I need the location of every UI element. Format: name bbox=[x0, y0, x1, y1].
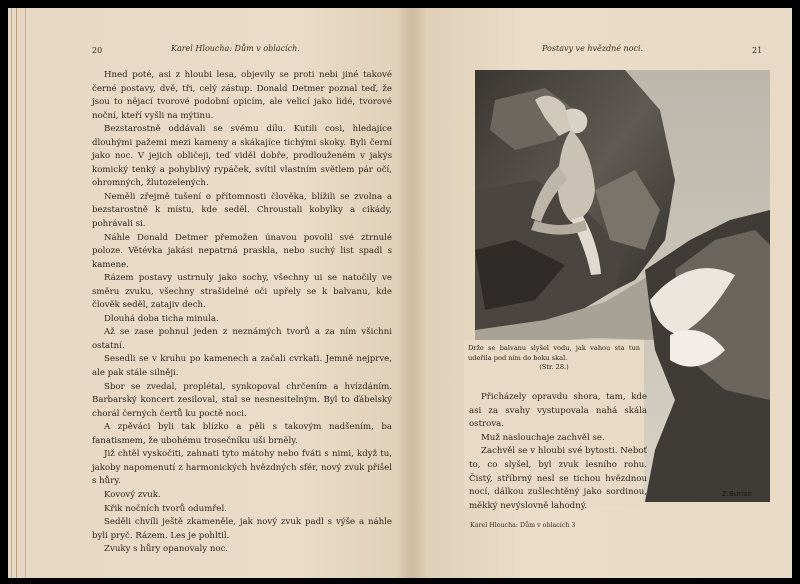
illustration-caption bbox=[468, 344, 640, 373]
caption-text: Drže se balvanu slyšel vodu, jak vahou sta tun udeřila pod ním do boku skal. bbox=[468, 344, 640, 362]
left-running-head: Karel Hloucha: Dům v oblacích. bbox=[171, 44, 300, 53]
caption-reference: (Str. 28.) bbox=[539, 363, 569, 371]
paragraph: Až se zase pohnul jeden z neznámých tvorů a za ním všichni ostatní. bbox=[92, 327, 392, 351]
page-edge-line bbox=[11, 8, 12, 578]
paragraph: Sesedli se v kruhu po kamenech a začali cvrkati. Jemně nejprve, ale pak stále silněji. bbox=[92, 354, 392, 379]
paragraph: Hned poté, asi z hloubi lesa, objevily se proti nebi jiné takové černé postavy, dvě, tři, celý zástup. Donald Detmer poznal teď, že jsou to nějací tvorové podobní opicím, ale velicí jako lidé, tvorové noční, kteří vyšli na mýtinu. bbox=[92, 70, 392, 121]
paragraph: Rázem postavy ustrnuly jako sochy, všechny ui se natočily ve směru zvuku, všechny strašidelné oči upřely se k balvanu, kde člověk seděl, zatajiv dech. bbox=[92, 273, 392, 311]
left-page bbox=[8, 8, 412, 578]
paragraph: Dlouhá doba ticha minula. bbox=[104, 313, 219, 324]
paragraph: Seděli chvíli ještě zkameněle, jak nový zvuk padl s výše a náhle byli pryč. Rázem. Les je pohltil. bbox=[92, 517, 392, 541]
paragraph: Zvuky s hůry opanovaly noc. bbox=[104, 544, 229, 555]
paragraph: Muž naslouchaje zachvěl se. bbox=[481, 432, 605, 443]
left-body-text bbox=[92, 69, 392, 557]
right-page bbox=[412, 8, 792, 578]
book-spread bbox=[8, 8, 792, 578]
paragraph: Již chtěl vyskočiti, zahnati tyto mátohy nebo fváti s nimi, když tu, jakoby napomenutí z harmonických hvězdných sfér, nový zvuk přišel s hůry. bbox=[92, 449, 392, 487]
illustration-signature: Z.Burian bbox=[722, 490, 752, 498]
right-page-number: 21 bbox=[752, 46, 763, 55]
page-edge-lines bbox=[16, 8, 26, 578]
signature-mark: Karel Hloucha: Dům v oblacích 3 bbox=[470, 522, 576, 529]
paragraph: Křik nočních tvorů odumřel. bbox=[104, 503, 227, 514]
paragraph: A zpěváci byli tak blízko a pěli s takovým nadšením, ba fanatismem, že ubohému trosečníku uši brněly. bbox=[92, 422, 392, 446]
paragraph: Zachvěl se v hloubi své bytosti. Neboť to, co slyšel, byl zvuk lesního rohu. Čistý, stříbrný nesl se tichou hvězdnou nocí, dálkou zušlechtěný jako sordinou, měkký nevýslovně lahodný. bbox=[469, 446, 647, 511]
paragraph: Kovový zvuk. bbox=[104, 489, 161, 500]
paragraph: Přicházely opravdu shora, tam, kde asi za svahy vystupovala nahá skála ostrova. bbox=[469, 392, 647, 430]
paragraph: Sbor se zvedal, proplétal, synkopoval chrčením a hvízdáním. Barbarský koncert zesiloval, stal se nesnesitelným. Byl to ďábelský chorál černých čertů ku poctě noci. bbox=[92, 381, 392, 419]
paragraph: Neměli zřejmě tušení o přítomnosti člověka, blížili se zvolna a bezstarostně k místu, kde seděl. Chroustali kobylky a cikády, pohrávali si. bbox=[92, 191, 392, 230]
left-page-number: 20 bbox=[92, 46, 103, 55]
paragraph: Náhle Donald Detmer přemožen únavou povolil své ztrnulé poloze. Větévka jakási nepatrná praskla, nebo suchý list spadl s kamene. bbox=[92, 232, 392, 270]
right-running-head: Postavy ve hvězdné noci. bbox=[542, 44, 644, 53]
right-body-text bbox=[469, 391, 647, 513]
paragraph: Bezstarostně oddávali se svému dílu. Kutili cosi, hledajíce dlouhými pažemi mezi kameny a skákajíce tichými skoky. Byli černí jako noc. V jejich obličeji, teď viděl dobře, prodlouženém v jakýs komický tenký a pohyblivý rypáček, svítil vlastním světlem pár očí, ohromných, žlutozelených. bbox=[92, 124, 392, 189]
